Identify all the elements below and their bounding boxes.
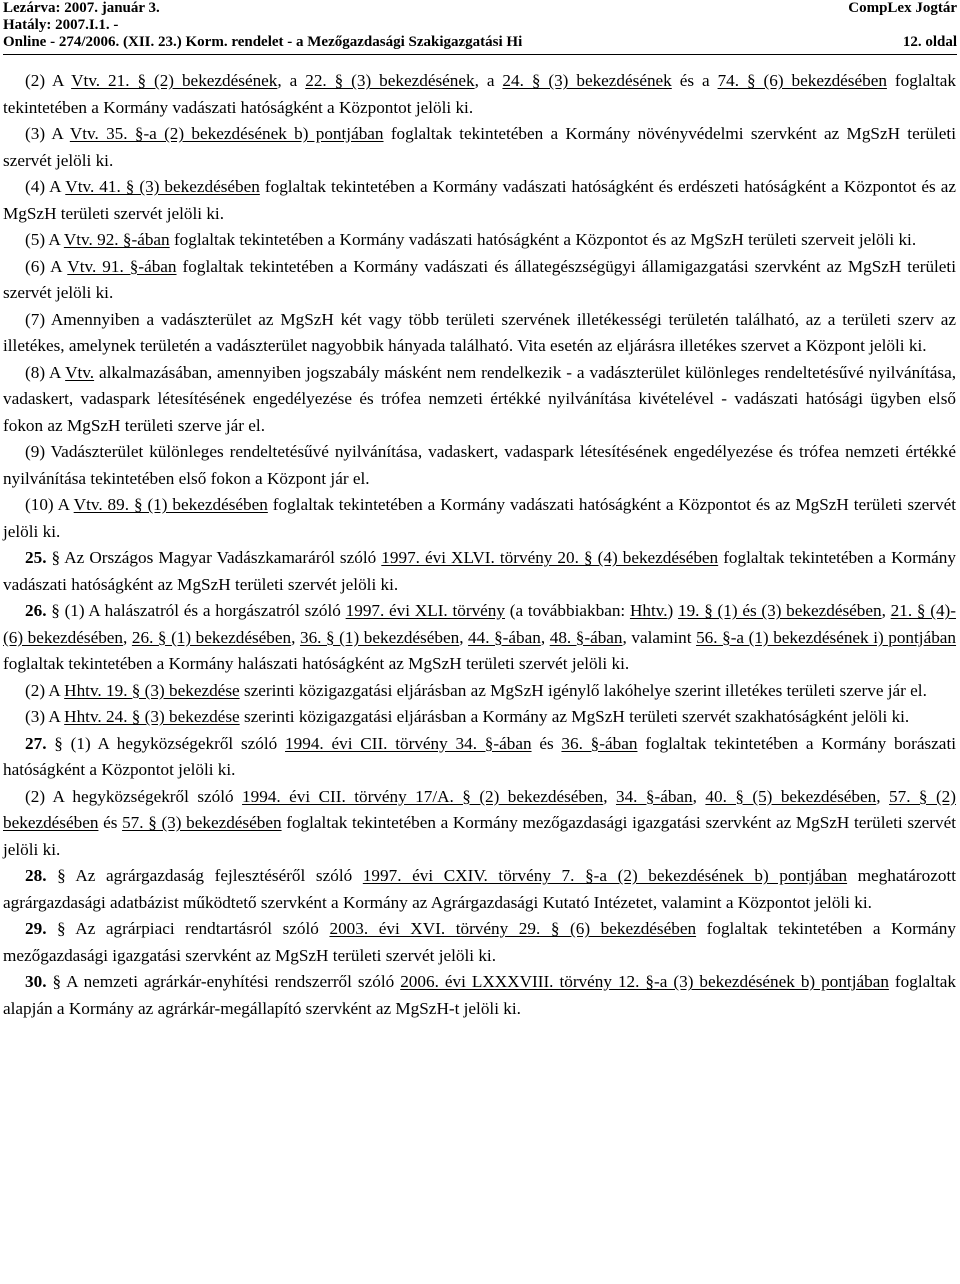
- text-run: ,: [291, 627, 300, 647]
- text-run: foglaltak tekintetében a Kormány növényvédelmi szervként az MgSzH területi szervét jelöli ki.: [3, 124, 956, 170]
- paragraph: [3, 307, 956, 360]
- document-title: Online - 274/2006. (XII. 23.) Korm. rendelet - a Mezőgazdasági Szakigazgatási Hi: [3, 34, 523, 50]
- section-number: 28.: [25, 866, 47, 885]
- legal-reference-link[interactable]: Vtv. 91. §-ában: [67, 256, 177, 276]
- section-number: 26.: [25, 601, 47, 620]
- text-run: (3) A: [25, 707, 65, 726]
- text-run: meghatározott agrárgazdasági adatbázist működtető szervként a Kormány az Agrárgazdasági Kutató Intézetet, valamint a Központot jelöli ki.: [3, 866, 956, 912]
- legal-reference-link[interactable]: Vtv. 21. § (2) bekezdésének: [71, 71, 278, 90]
- legal-reference-link[interactable]: 44. §-ában: [468, 627, 541, 647]
- legal-reference-link[interactable]: 1994. évi CII. törvény 34. §-ában: [285, 733, 532, 753]
- legal-reference-link[interactable]: 57. § (2) bekezdésében: [3, 786, 956, 832]
- text-run: foglaltak tekintetében a Kormány mezőgazdasági igazgatási szervként az MgSzH területi szervét jelöli ki.: [3, 813, 956, 859]
- legal-reference-link[interactable]: 1997. évi XLI. törvény: [345, 601, 505, 620]
- legal-reference-link[interactable]: 74. § (6) bekezdésében: [717, 71, 887, 90]
- header-row-3: [3, 34, 957, 51]
- paragraph: [3, 68, 956, 121]
- text-run: és: [98, 813, 123, 832]
- legal-reference-link[interactable]: Hhtv. 24. § (3) bekezdése: [64, 707, 240, 726]
- text-run: § Az agrárpiaci rendtartásról szóló: [46, 919, 330, 938]
- text-run: ,: [876, 786, 889, 806]
- paragraph: [3, 731, 956, 784]
- paragraph: [3, 254, 956, 307]
- paragraph: [3, 704, 956, 731]
- text-run: , a: [277, 71, 306, 90]
- text-run: (4) A: [25, 177, 66, 196]
- page-header: [3, 0, 957, 55]
- text-run: foglaltak tekintetében a Kormány vadászati hatóságként az MgSzH területi szervét jelöli ki.: [3, 548, 956, 594]
- text-run: ,: [123, 627, 132, 647]
- legal-reference-link[interactable]: 2006. évi LXXXVIII. törvény 12. §-a (3) bekezdésének b) pontjában: [400, 972, 889, 991]
- paragraph: [3, 492, 956, 545]
- text-run: foglaltak tekintetében a Kormány vadászati és állategészségügyi államigazgatási szervként az MgSzH területi szervét jelöli ki.: [3, 256, 956, 302]
- legal-reference-link[interactable]: 24. § (3) bekezdésének: [502, 71, 672, 90]
- legal-reference-link[interactable]: Hhtv.: [629, 601, 668, 620]
- text-run: ,: [692, 786, 706, 806]
- paragraph: [3, 863, 956, 916]
- text-run: ): [667, 601, 678, 620]
- legal-reference-link[interactable]: 21. § (4)-(6) bekezdésében: [3, 601, 956, 647]
- text-run: (3) A: [25, 124, 70, 143]
- text-run: § Az Országos Magyar Vadászkamaráról szóló: [46, 548, 382, 567]
- text-run: és a: [671, 71, 718, 90]
- header-row-1: [3, 0, 957, 17]
- legal-reference-link[interactable]: 1997. évi CXIV. törvény 7. §-a (2) bekezdésének b) pontjában: [362, 866, 848, 885]
- text-run: alkalmazásában, amennyiben jogszabály másként nem rendelkezik - a vadászterület különleges rendeltetésűvé nyilvánítása, vadaskert, vadaspark létesítésének engedélyezése és trófea nemzeti értékké nyilvánítása kivételével - vadászati hatósági ügyben első fokon az MgSzH területi szerve jár el.: [3, 362, 957, 435]
- legal-reference-link[interactable]: 36. § (1) bekezdésében: [299, 627, 460, 647]
- section-number: 27.: [25, 733, 47, 753]
- legal-reference-link[interactable]: 40. § (5) bekezdésében: [705, 786, 877, 806]
- text-run: foglaltak tekintetében a Kormány vadászati hatóságként és erdészeti hatóságként a Központot és az MgSzH területi szervét jelöli ki.: [3, 177, 957, 223]
- text-run: (2) A: [25, 680, 65, 700]
- text-run: (10) A: [25, 495, 74, 514]
- text-run: és: [531, 733, 562, 753]
- publisher-name: CompLex Jogtár: [848, 0, 957, 16]
- legal-reference-link[interactable]: Vtv. 41. § (3) bekezdésében: [65, 177, 260, 196]
- paragraph: [3, 916, 956, 969]
- paragraph: [3, 545, 956, 598]
- legal-reference-link[interactable]: 48. §-ában: [549, 627, 623, 647]
- legal-reference-link[interactable]: 22. § (3) bekezdésének: [305, 71, 475, 90]
- text-run: § (1) A hegyközségekről szóló: [46, 733, 286, 753]
- effective-date: Hatály: 2007.I.1. -: [3, 17, 119, 33]
- document-body: [3, 68, 956, 1022]
- text-run: foglaltak tekintetében a Kormány vadászati hatóságként a Központot és az MgSzH területi szervét jelöli ki.: [3, 495, 956, 541]
- legal-reference-link[interactable]: 57. § (3) bekezdésében: [122, 813, 282, 832]
- text-run: ,: [459, 627, 469, 647]
- legal-reference-link[interactable]: 34. §-ában: [615, 786, 693, 806]
- paragraph: [3, 439, 956, 492]
- section-number: 25.: [25, 548, 47, 567]
- legal-reference-link[interactable]: Hhtv. 19. § (3) bekezdése: [64, 680, 240, 700]
- paragraph: [3, 174, 956, 227]
- text-run: (2) A hegyközségekről szóló: [25, 786, 243, 806]
- text-run: § (1) A halászatról és a horgászatról szóló: [46, 601, 346, 620]
- legal-reference-link[interactable]: Vtv. 35. §-a (2) bekezdésének b) pontjában: [69, 124, 384, 143]
- legal-reference-link[interactable]: 2003. évi XVI. törvény 29. § (6) bekezdésében: [329, 919, 697, 938]
- text-run: szerinti közigazgatási eljárásban a Kormány az MgSzH területi szervét szakhatóságként jelöli ki.: [239, 707, 910, 726]
- closed-date: Lezárva: 2007. január 3.: [3, 0, 160, 16]
- legal-reference-link[interactable]: 36. §-ában: [561, 733, 638, 753]
- text-run: (7) Amennyiben a vadászterület az MgSzH két vagy több területi szervének illetékességi területén található, az a területi szerv az illetékes, amelynek területén a vadászterület nagyobbik hányada található. Vita esetén az eljárásra illetékes szervet a Központ jelöli ki.: [3, 309, 956, 355]
- legal-reference-link[interactable]: 56. §-a (1) bekezdésének i) pontjában: [696, 627, 957, 647]
- section-number: 30.: [25, 972, 47, 991]
- page-number: 12. oldal: [902, 34, 957, 50]
- text-run: foglaltak tekintetében a Kormány vadászati hatóságként a Központot jelöli ki.: [3, 71, 956, 117]
- text-run: foglaltak alapján a Kormány az agrárkár-megállapító szervként az MgSzH-t jelöli ki.: [3, 972, 957, 1018]
- text-run: , a: [474, 71, 503, 90]
- paragraph: [3, 969, 956, 1022]
- legal-reference-link[interactable]: 1994. évi CII. törvény 17/A. § (2) bekezdésében: [242, 786, 604, 806]
- paragraph: [3, 121, 956, 174]
- paragraph: [3, 360, 956, 440]
- text-run: foglaltak tekintetében a Kormány mezőgazdasági igazgatási szervként az MgSzH területi szervét jelöli ki.: [3, 919, 956, 965]
- text-run: foglaltak tekintetében a Kormány borászati hatóságként a Központot jelöli ki.: [3, 733, 956, 779]
- text-run: foglaltak tekintetében a Kormány vadászati hatóságként a Központot és az MgSzH területi szerveit jelöli ki.: [169, 230, 917, 249]
- paragraph: [3, 678, 956, 705]
- legal-reference-link[interactable]: 26. § (1) bekezdésében: [131, 627, 292, 647]
- text-run: (9) Vadászterület különleges rendeltetésűvé nyilvánítása, vadaskert, vadaspark létesítésének engedélyezése és trófea nemzeti értékké nyilvánítása tekintetében első fokon a Központ jár el.: [3, 442, 956, 488]
- text-run: , valamint: [622, 627, 697, 647]
- text-run: (a továbbiakban:: [504, 601, 630, 620]
- text-run: foglaltak tekintetében a Kormány halászati hatóságként az MgSzH területi szervét jelöli ki.: [3, 654, 630, 673]
- text-run: (8) A: [25, 362, 66, 382]
- text-run: szerinti közigazgatási eljárásban az MgSzH igénylő lakóhelye szerint illetékes területi szerve jár el.: [239, 680, 927, 700]
- legal-reference-link[interactable]: Vtv. 89. § (1) bekezdésében: [73, 495, 268, 514]
- section-number: 29.: [25, 919, 47, 938]
- text-run: (5) A: [25, 230, 64, 249]
- legal-reference-link[interactable]: Vtv.: [65, 362, 95, 382]
- text-run: § Az agrárgazdaság fejlesztéséről szóló: [46, 866, 363, 885]
- legal-reference-link[interactable]: 19. § (1) és (3) bekezdésében: [677, 601, 882, 620]
- text-run: § A nemzeti agrárkár-enyhítési rendszerről szóló: [46, 972, 401, 991]
- text-run: ,: [540, 627, 550, 647]
- paragraph: [3, 598, 956, 678]
- paragraph: [3, 227, 956, 254]
- text-run: (2) A: [25, 71, 72, 90]
- legal-reference-link[interactable]: 1997. évi XLVI. törvény 20. § (4) bekezdésében: [381, 548, 719, 567]
- paragraph: [3, 784, 956, 864]
- legal-reference-link[interactable]: Vtv. 92. §-ában: [63, 230, 170, 249]
- text-run: (6) A: [25, 256, 68, 276]
- text-run: ,: [881, 601, 891, 620]
- text-run: ,: [603, 786, 616, 806]
- header-row-2: [3, 17, 957, 34]
